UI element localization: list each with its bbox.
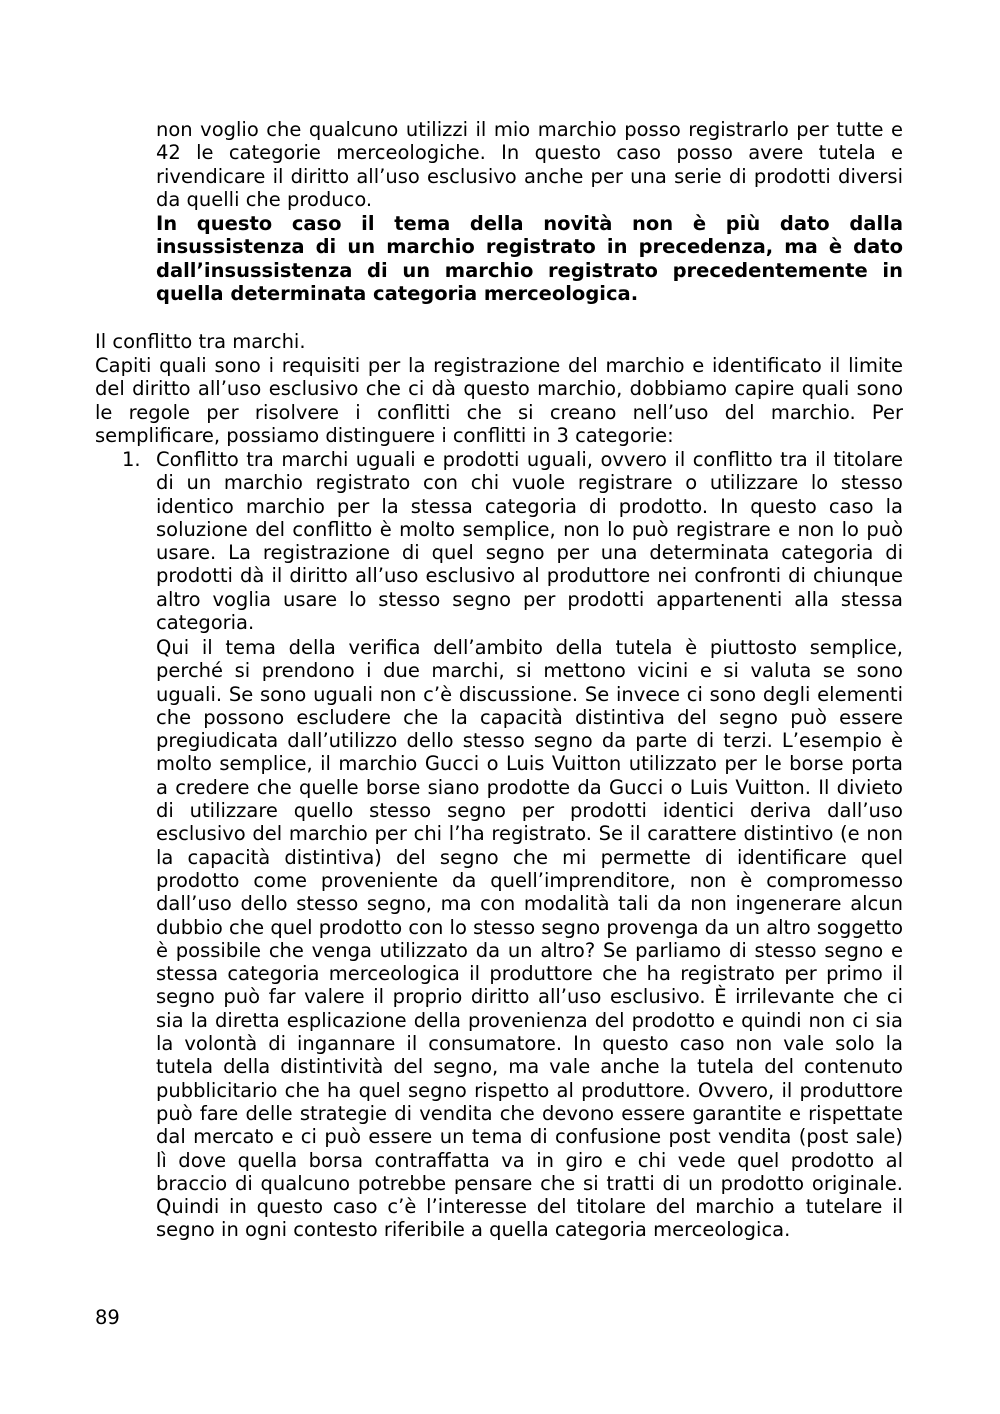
list-item-paragraph-1: Conflitto tra marchi uguali e prodotti uguali, ovvero il conflitto tra il titolare di un marchio registrato con chi vuole registrare o utilizzare lo stesso identico marchio per la stessa categoria di prodotto. In questo caso la soluzione del conflitto è molto semplice, non lo può registrare e non lo può usare. La registrazione di quel segno per una determinata categoria di prodotti dà il diritto all’uso esclusivo al produttore nei confronti di chiunque altro voglia usare lo stesso segno per prodotti appartenenti alla stessa categoria. — [156, 448, 903, 635]
list-item-number: 1. — [122, 448, 141, 471]
bold-paragraph: In questo caso il tema della novità non è più dato dalla insussistenza di un marchio registrato in precedenza, ma è dato dall’insussistenza di un marchio registrato precedentemente in quella determinata categoria merceologica. — [156, 212, 903, 305]
page-number: 89 — [95, 1306, 120, 1329]
section-title: Il conflitto tra marchi. — [95, 330, 306, 353]
intro-paragraph: non voglio che qualcuno utilizzi il mio marchio posso registrarlo per tutte e 42 le categorie merceologiche. In questo caso posso avere tutela e rivendicare il diritto all’uso esclusivo anche per una serie di prodotti diversi da quelli che produco. — [156, 118, 903, 211]
list-item-paragraph-2: Qui il tema della verifica dell’ambito della tutela è piuttosto semplice, perché si prendono i due marchi, si mettono vicini e si valuta se sono uguali. Se sono uguali non c’è discussione. Se invece ci sono degli elementi che possono escludere che la capacità distintiva del segno può essere pregiudicata dall’utilizzo dello stesso segno da parte di terzi. L’esempio è molto semplice, il marchio Gucci o Luis Vuitton utilizzato per le borse porta a credere che quelle borse siano prodotte da Gucci o Luis Vuitton. Il divieto di utilizzare quello stesso segno per prodotti identici deriva dall’uso esclusivo del marchio per chi l’ha registrato. Se il carattere distintivo (e non la capacità distintiva) del segno che mi permette di identificare quel prodotto come proveniente da quell’imprenditore, non è compromesso dall’uso dello stesso segno, ma con modalità tali da non ingenerare alcun dubbio che quel prodotto con lo stesso segno provenga da un altro soggetto è possibile che venga utilizzato da un altro? Se parliamo di stesso segno e stessa categoria merceologica il produttore che ha registrato per primo il segno può far valere il proprio diritto all’uso esclusivo. È irrilevante che ci sia la diretta esplicazione della provenienza del prodotto e quindi non ci sia la volontà di ingannare il consumatore. In questo caso non vale solo la tutela della distintività del segno, ma vale anche la tutela del contenuto pubblicitario che ha quel segno rispetto al produttore. Ovvero, il produttore può fare delle strategie di vendita che devono essere garantite e rispettate dal mercato e ci può essere un tema di confusione post vendita (post sale) lì dove quella borsa contraffatta va in giro e chi vede quel prodotto al braccio di qualcuno potrebbe pensare che si tratti di un prodotto originale. Quindi in questo caso c’è l’interesse del titolare del marchio a tutelare il segno in ogni contesto riferibile a quella categoria merceologica. — [156, 636, 903, 1242]
section-paragraph: Capiti quali sono i requisiti per la registrazione del marchio e identificato il limite del diritto all’uso esclusivo che ci dà questo marchio, dobbiamo capire quali sono le regole per risolvere i conflitti che si creano nell’uso del marchio. Per semplificare, possiamo distinguere i conflitti in 3 categorie: — [95, 354, 903, 447]
